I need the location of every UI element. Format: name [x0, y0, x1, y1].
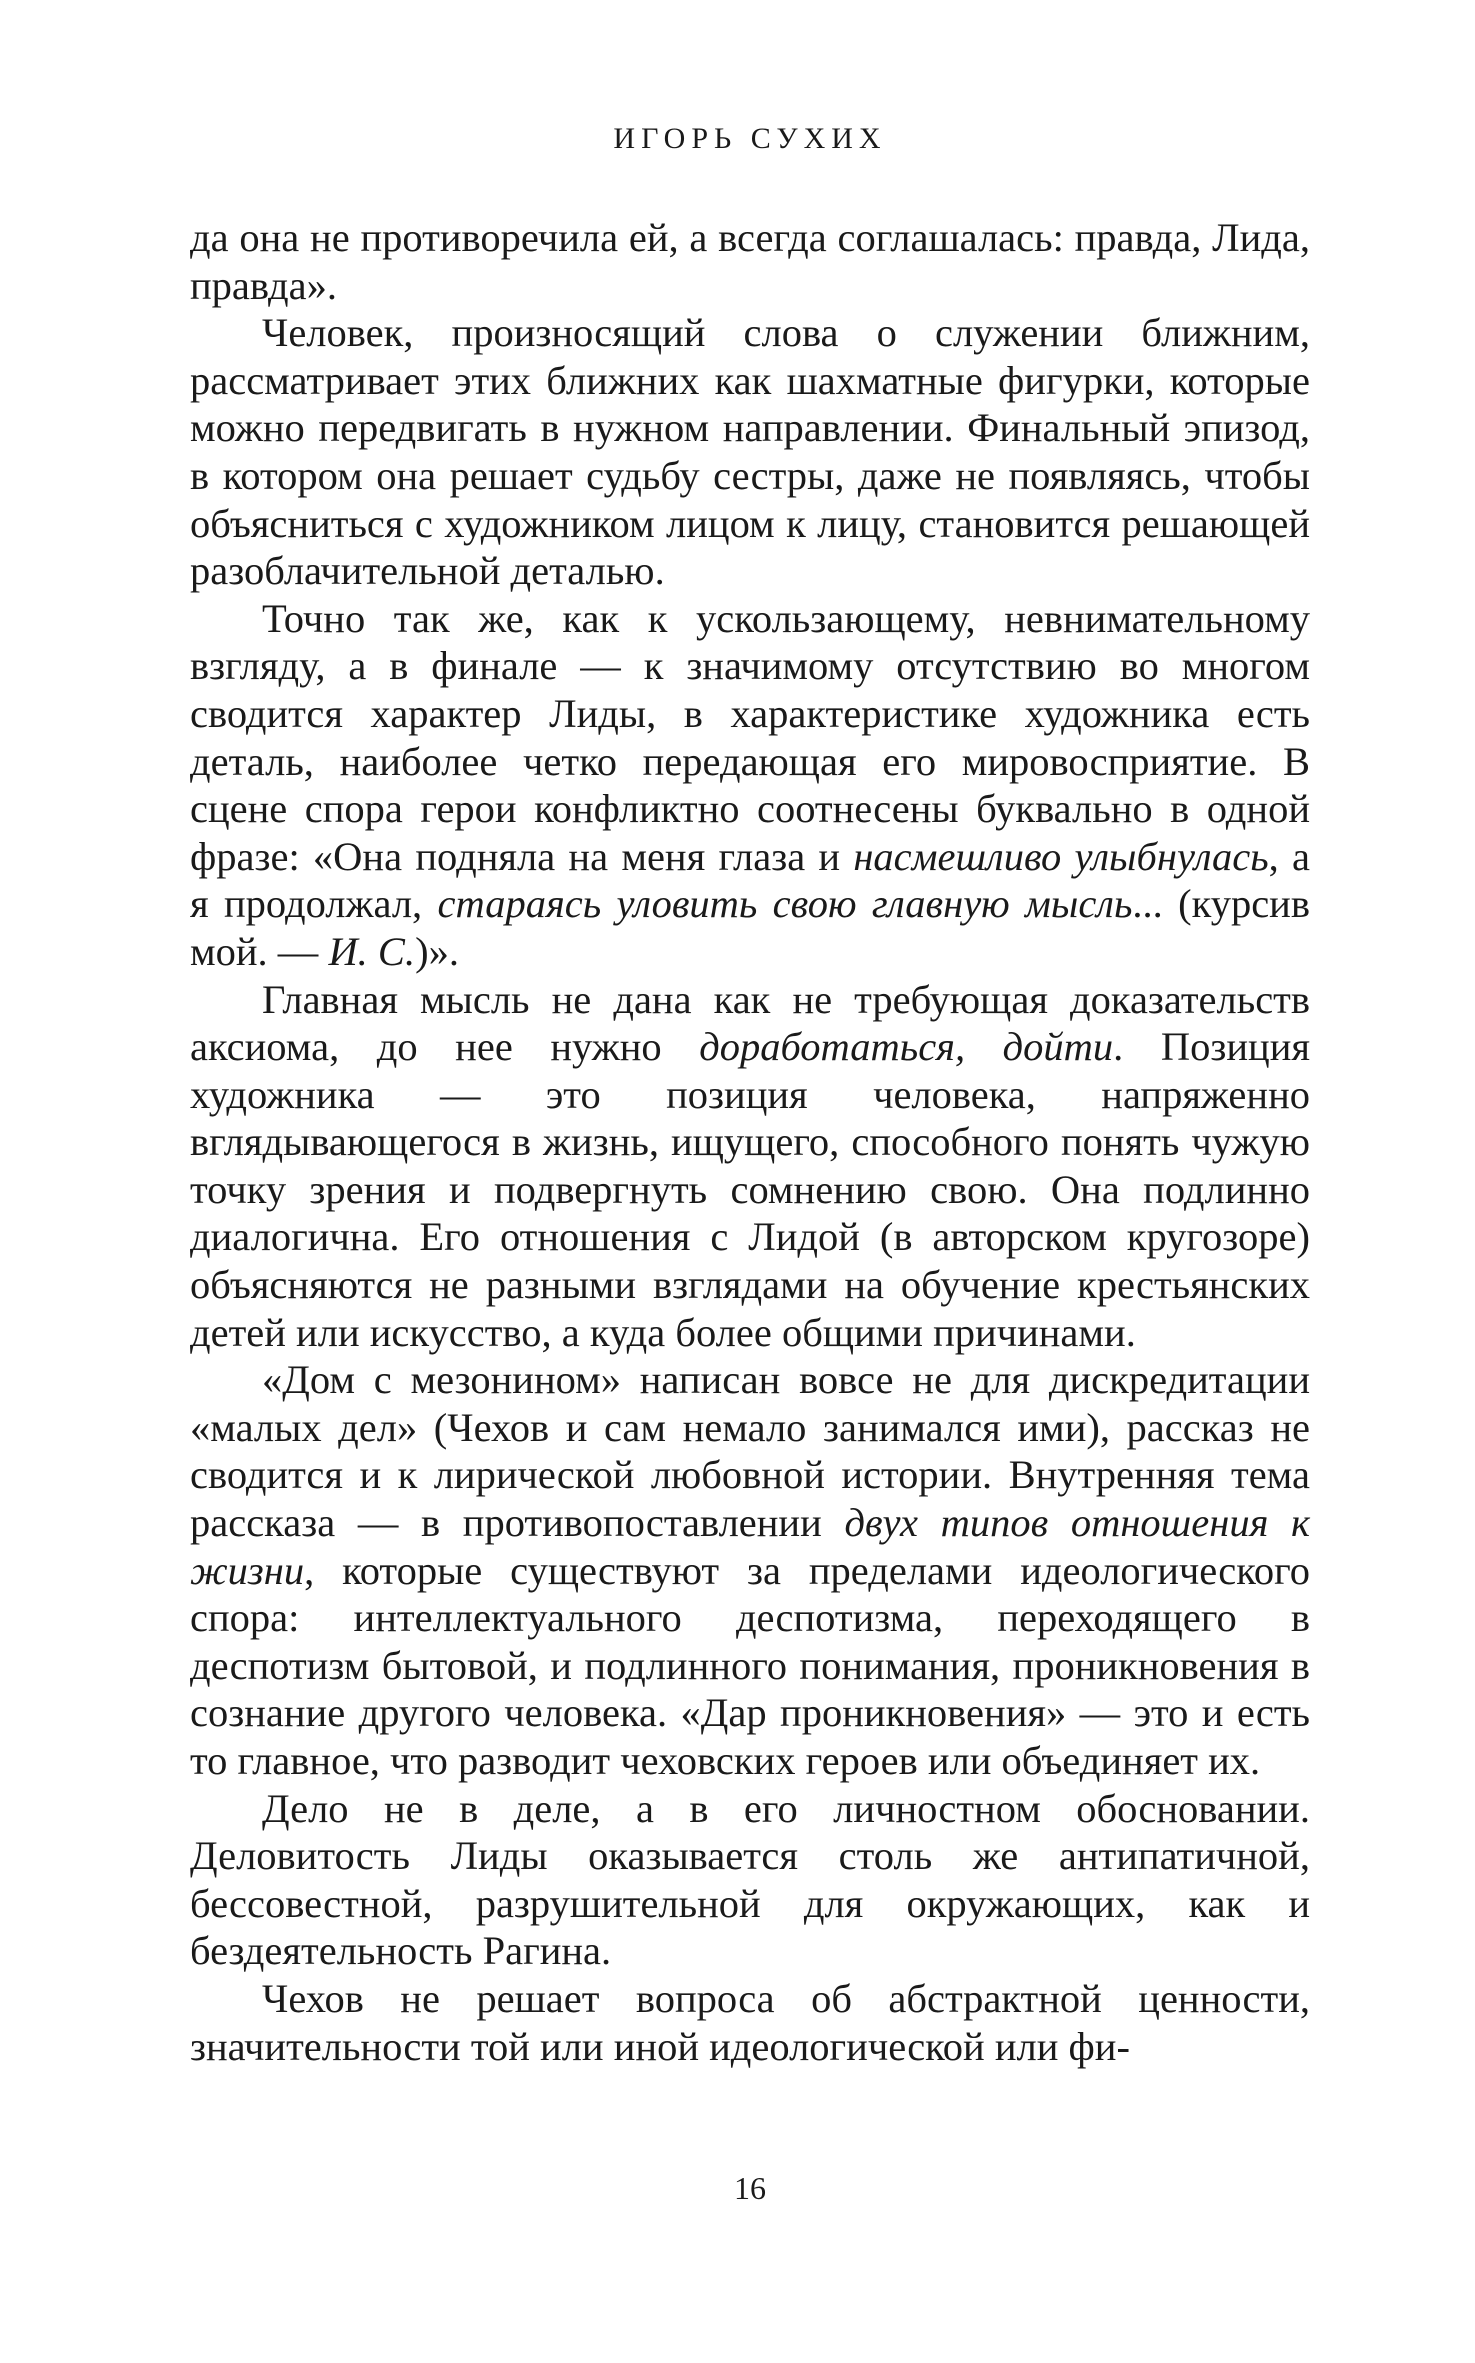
- text-segment: Главная мысль не дана как не требующая доказательств аксиома, до нее нужно: [190, 976, 1310, 1070]
- text-segment: Точно так же, как к ускользающему, невнимательному взгляду, а в финале — к значимому отсутствию во многом сводится характер Лиды, в характеристике художника есть деталь, наиболее четко передающая его мировосприятие. В сцене спора герои конфликтно соотнесены буквально в одной фразе: «Она подняла на меня глаза и: [190, 595, 1310, 879]
- paragraph: [190, 1785, 1310, 1975]
- paragraph: [190, 309, 1310, 595]
- paragraph: [190, 595, 1310, 976]
- text-segment: «Дом с мезонином» написан вовсе не для дискредитации «малых дел» (Чехов и сам немало занимался ими), рассказ не сводится и к лирической любовной истории. Внутренняя тема рассказа — в противопоставлении: [190, 1357, 1310, 1546]
- paragraph: [190, 214, 1310, 309]
- italic-text: стараясь уловить свою главную мысль: [437, 881, 1133, 927]
- text-segment: ... (курсив мой. —: [190, 881, 1310, 974]
- paragraph: [190, 1356, 1310, 1784]
- text-segment: Чехов не решает вопроса об абстрактной ценности, значительности той или иной идеологической или фи-: [190, 1975, 1310, 2069]
- text-segment: Человек, произносящий слова о служении ближним, рассматривает этих ближних как шахматные фигурки, которые можно передвигать в нужном направлении. Финальный эпизод, в котором она решает судьбу сестры, даже не появляясь, чтобы объясниться с художником лицом к лицу, становится решающей разоблачительной деталью.: [190, 310, 1310, 594]
- text-segment: )».: [415, 928, 459, 974]
- text-segment: , а я продолжал,: [190, 833, 1310, 927]
- text-segment: да она не противоречила ей, а всегда соглашалась: правда, Лида, правда».: [190, 215, 1310, 308]
- italic-text: И. С.: [328, 928, 416, 974]
- italic-text: доработаться, дойти: [699, 1024, 1114, 1070]
- text-segment: , которые существуют за пределами идеологического спора: интеллектуального деспотизма, переходящего в деспотизм бытовой, и подлинного понимания, проникновения в сознание другого человека. «Дар проникновения» — это и есть то главное, что разводит чеховских героев или объединяет их.: [190, 1547, 1310, 1783]
- paragraph: [190, 976, 1310, 1357]
- text-segment: . Позиция художника — это позиция человека, напряженно вглядывающегося в жизнь, ищущего, способного понять чужую точку зрения и подвергнуть сомнению свою. Она подлинно диалогична. Его отношения с Лидой (в авторском кругозоре) объясняются не разными взглядами на обучение крестьянских детей или искусство, а куда более общими причинами.: [190, 1024, 1310, 1355]
- paragraph: [190, 1975, 1310, 2070]
- body-text: [190, 214, 1310, 2070]
- book-page: [190, 0, 1310, 2363]
- italic-text: двух типов отношения к жизни: [190, 1500, 1310, 1593]
- italic-text: насмешливо улыбнулась: [853, 833, 1269, 879]
- running-head: ИГОРЬ СУХИХ: [613, 122, 887, 155]
- text-segment: Дело не в деле, а в его личностном обосновании. Деловитость Лиды оказывается столь же антипатичной, бессовестной, разрушительной для окружающих, как и бездеятельность Рагина.: [190, 1785, 1310, 1974]
- page-number: 16: [734, 2170, 766, 2206]
